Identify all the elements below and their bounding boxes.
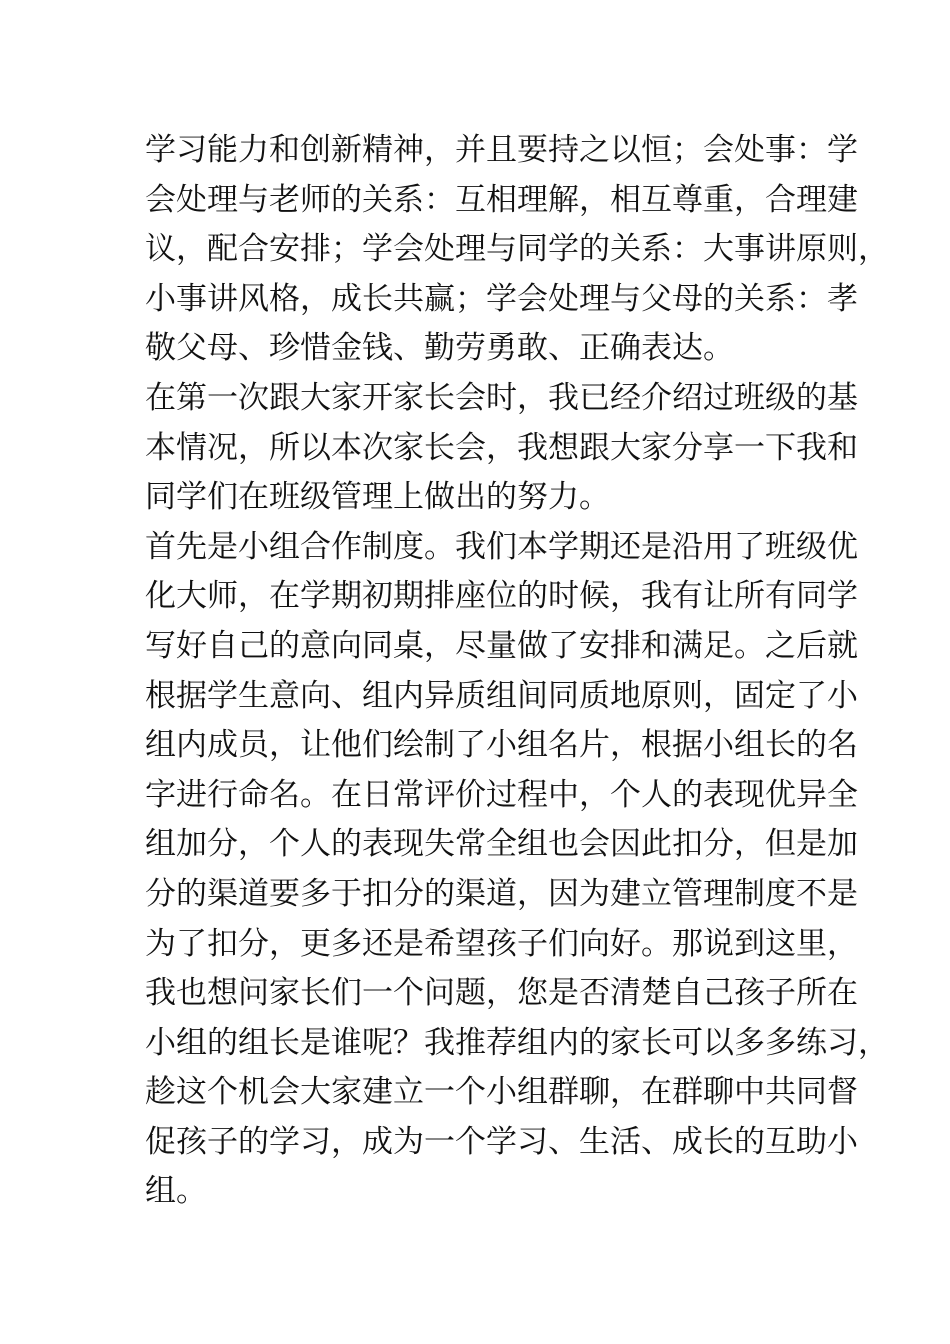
- text-line: 组加分，个人的表现失常全组也会因此扣分，但是加: [145, 826, 858, 863]
- text-line: 我也想问家长们一个问题，您是否清楚自己孩子所在: [145, 975, 858, 1012]
- text-line: 首先是小组合作制度。我们本学期还是沿用了班级优: [145, 528, 858, 565]
- text-line: 小组的组长是谁呢？我推荐组内的家长可以多多练习，: [145, 1024, 889, 1061]
- body-text: [145, 126, 889, 1217]
- text-line: 敬父母、珍惜金钱、勤劳勇敢、正确表达。: [145, 330, 734, 367]
- text-line: 分的渠道要多于扣分的渠道，因为建立管理制度不是: [145, 875, 858, 912]
- text-line: 组。: [145, 1173, 207, 1210]
- text-line: 学习能力和创新精神，并且要持之以恒；会处事：学: [145, 132, 858, 168]
- text-line: 字进行命名。在日常评价过程中，个人的表现优异全: [145, 776, 858, 813]
- text-line: 组内成员，让他们绘制了小组名片，根据小组长的名: [145, 727, 858, 764]
- text-line: 趁这个机会大家建立一个小组群聊，在群聊中共同督: [145, 1074, 858, 1111]
- text-line: 本情况，所以本次家长会，我想跟大家分享一下我和: [145, 429, 858, 466]
- text-line: 在第一次跟大家开家长会时，我已经介绍过班级的基: [145, 379, 858, 416]
- text-line: 议，配合安排；学会处理与同学的关系：大事讲原则，: [145, 231, 889, 268]
- text-line: 促孩子的学习，成为一个学习、生活、成长的互助小: [145, 1123, 858, 1160]
- text-line: 同学们在班级管理上做出的努力。: [145, 479, 610, 516]
- text-line: 为了扣分，更多还是希望孩子们向好。那说到这里，: [145, 925, 858, 962]
- text-line: 写好自己的意向同桌，尽量做了安排和满足。之后就: [145, 627, 858, 664]
- text-line: 会处理与老师的关系：互相理解，相互尊重，合理建: [145, 181, 858, 218]
- text-line: 根据学生意向、组内异质组间同质地原则，固定了小: [145, 677, 858, 714]
- text-line: 化大师，在学期初期排座位的时候，我有让所有同学: [145, 578, 858, 615]
- text-line: 小事讲风格，成长共赢；学会处理与父母的关系：孝: [145, 280, 858, 317]
